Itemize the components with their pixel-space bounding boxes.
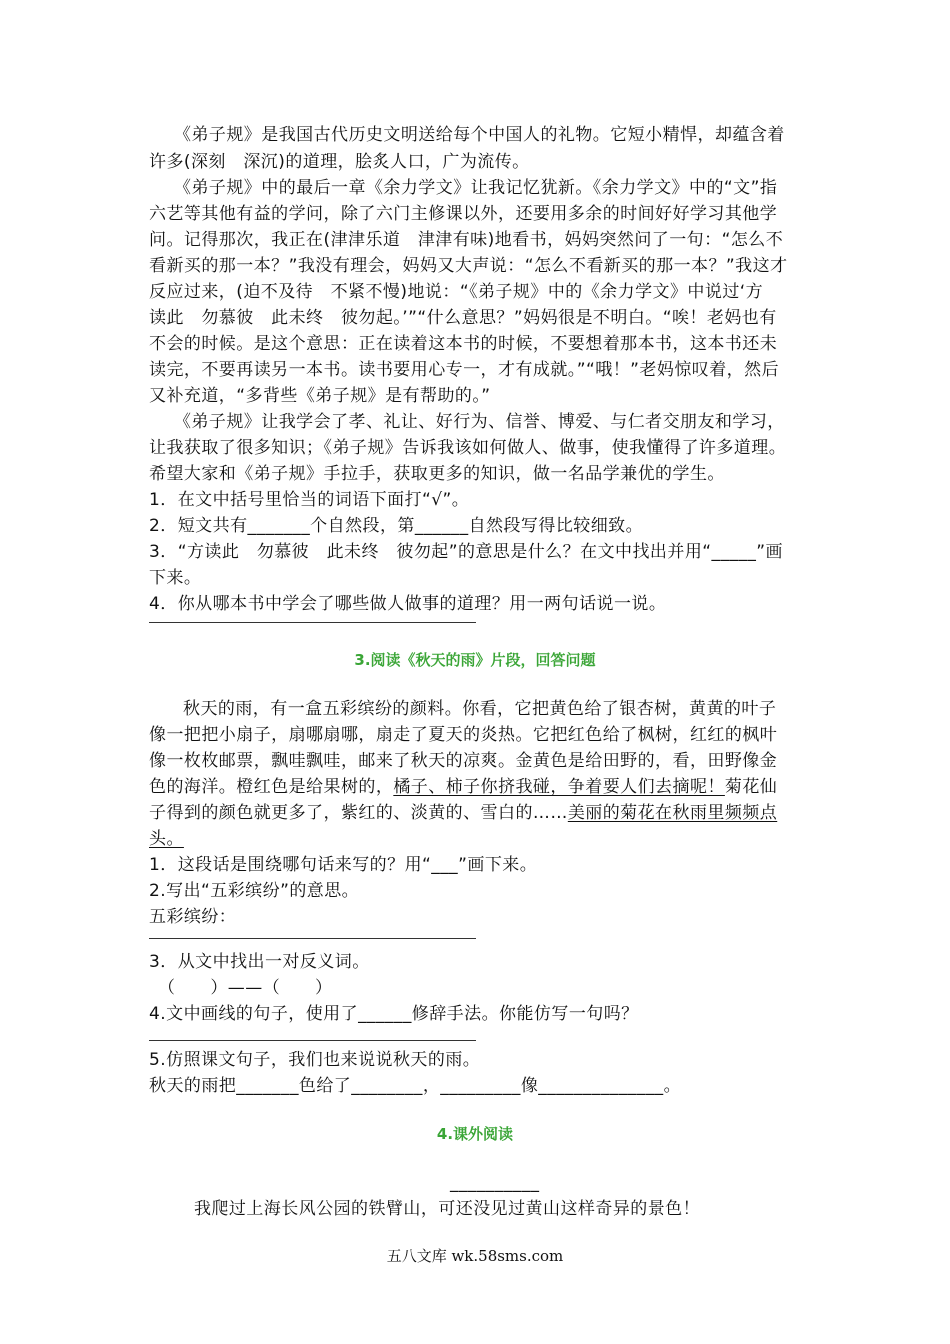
passage-line [149, 801, 777, 825]
passage-line: 《弟子规》中的最后一章《余力学文》让我记忆犹新。《余力学文》中的“文”指 [174, 178, 778, 198]
footer-watermark: 五八文库 wk.58sms.com [386, 1247, 564, 1265]
section-heading: 3.阅读《秋天的雨》片段，回答问题 [354, 651, 596, 669]
question-line: 1．这段话是围绕哪句话来写的？用“___”画下来。 [149, 855, 538, 875]
passage-line: 像一枚枚邮票，飘哇飘哇，邮来了秋天的凉爽。金黄色是给田野的，看，田野像金 [149, 751, 778, 771]
answer-line[interactable] [149, 938, 476, 939]
passage-line: 读完，不要再读另一本书。读书要用心专一，才有成就。”“哦！”老妈惊叹着，然后 [149, 360, 780, 380]
question-line: 5.仿照课文句子，我们也来说说秋天的雨。 [149, 1050, 481, 1070]
question-line: 2．短文共有_______个自然段，第______自然段写得比较细致。 [149, 516, 644, 536]
passage-line: 又补充道，“多背些《弟子规》是有帮助的。” [149, 386, 491, 406]
passage-line: 六艺等其他有益的学问，除了六门主修课以外，还要用多余的时间好好学习其他学 [149, 204, 778, 224]
passage-line: 《弟子规》让我学会了孝、礼让、好行为、信誉、博爱、与仁者交朋友和学习， [174, 412, 785, 432]
passage-line: 希望大家和《弟子规》手拉手，获取更多的知识，做一名品学兼优的学生。 [149, 464, 725, 484]
section-heading: 4.课外阅读 [436, 1125, 514, 1143]
passage-text: 菊花仙 [724, 777, 778, 797]
question-line: 2.写出“五彩缤纷”的意思。 [149, 881, 360, 901]
passage-text: 子得到的颜色就更多了，紫红的、淡黄的、雪白的…… [149, 803, 568, 823]
underlined-sentence: 橘子、柿子你挤我碰，争着要人们去摘呢！ [393, 777, 725, 797]
passage-line [149, 827, 184, 851]
question-line: 3．从文中找出一对反义词。 [149, 952, 370, 972]
question-line: （ ）——（ ） [158, 978, 333, 998]
passage-line: 读此 勿慕彼 此未终 彼勿起。’”“什么意思？”妈妈很是不明白。“唉！老妈也有 [149, 308, 777, 328]
passage-line: 看新买的那一本？”我没有理会，妈妈又大声说：“怎么不看新买的那一本？”我这才 [149, 256, 788, 276]
underlined-sentence: 头。 [149, 829, 184, 849]
passage-line: 我爬过上海长风公园的铁臂山，可还没见过黄山这样奇异的景色！ [194, 1199, 701, 1219]
passage-line: 《弟子规》是我国古代历史文明送给每个中国人的礼物。它短小精悍，却蕴含着 [174, 125, 785, 145]
question-line: 3．“方读此 勿慕彼 此未终 彼勿起”的意思是什么？在文中找出并用“_____”画 [149, 542, 783, 562]
passage-text: 色的海洋。橙红色是给果树的， [149, 777, 394, 797]
passage-line: 让我获取了很多知识；《弟子规》告诉我该如何做人、做事，使我懂得了许多道理。 [149, 438, 787, 458]
passage-line: 秋天的雨，有一盒五彩缤纷的颜料。你看，它把黄色给了银杏树，黄黄的叶子 [183, 699, 777, 719]
passage-line: 不会的时候。是这个意思：正在读着这本书的时候，不要想着那本书，这本书还未 [149, 334, 778, 354]
question-line: 下来。 [149, 568, 202, 588]
question-line: 4．你从哪本书中学会了哪些做人做事的道理？用一两句话说一说。 [149, 594, 667, 614]
passage-line: 问。记得那次，我正在(津津乐道 津津有味)地看书，妈妈突然问了一句：“怎么不 [149, 230, 784, 250]
passage-line [149, 775, 777, 799]
question-line: 五彩缤纷： [149, 907, 237, 927]
answer-line[interactable] [149, 1040, 476, 1041]
passage-line: 许多(深刻 深沉)的道理，脍炙人口，广为流传。 [149, 152, 530, 172]
question-line: 秋天的雨把_______色给了________，_________像______________。 [149, 1076, 682, 1096]
underlined-sentence: 美丽的菊花在秋雨里频频点 [567, 803, 778, 823]
question-line: 4.文中画线的句子，使用了______修辞手法。你能仿写一句吗？ [149, 1004, 639, 1024]
passage-line: 像一把把小扇子，扇哪扇哪，扇走了夏天的炎热。它把红色给了枫树，红红的枫叶 [149, 725, 778, 745]
passage-line: 反应过来，(迫不及待 不紧不慢)地说：“《弟子规》中的《余力学文》中说过‘方 [149, 282, 764, 302]
question-line: 1．在文中括号里恰当的词语下面打“√”。 [149, 490, 470, 510]
answer-line[interactable] [149, 622, 476, 623]
title-blank[interactable]: __________ [450, 1173, 540, 1193]
